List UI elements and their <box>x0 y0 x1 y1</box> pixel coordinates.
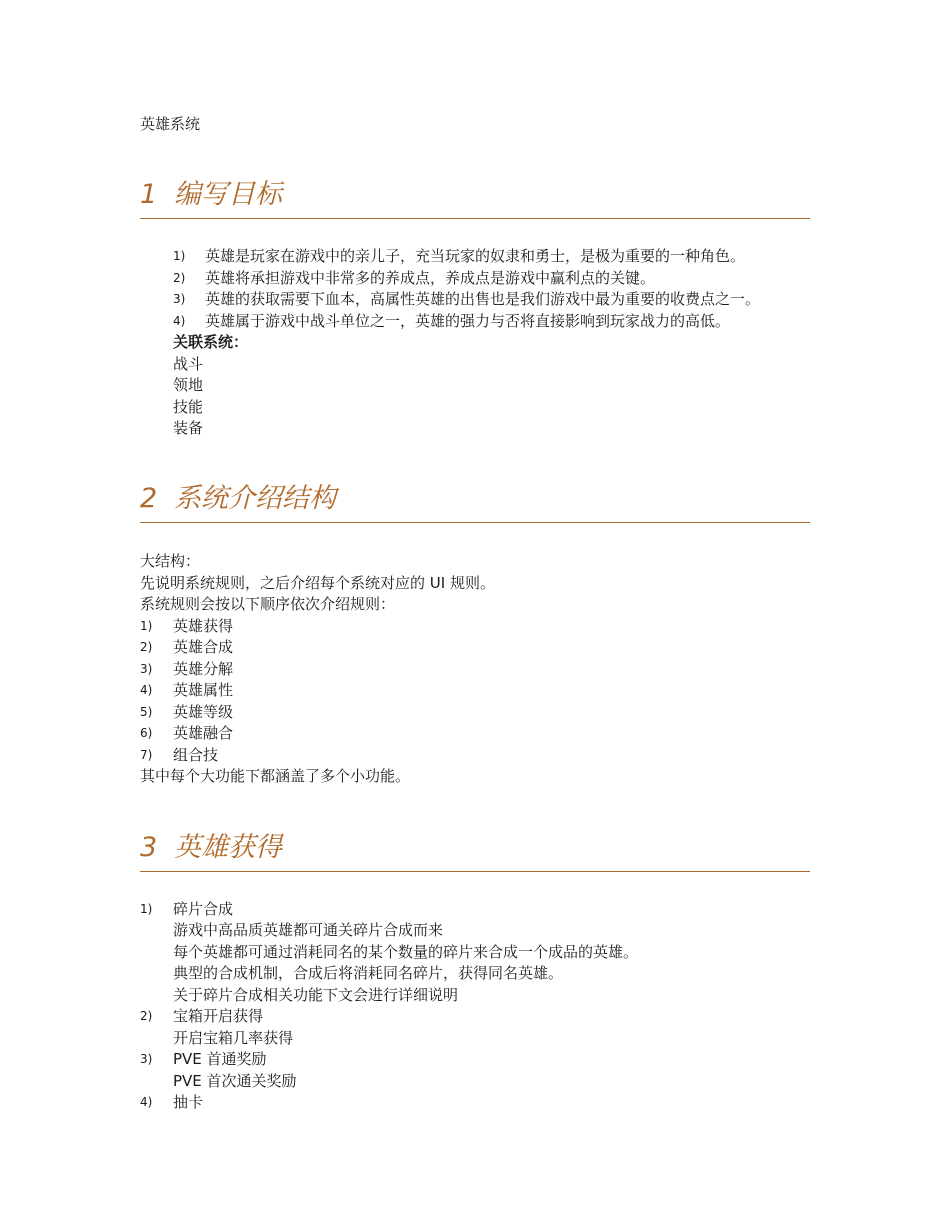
section-number: 3 <box>140 832 158 863</box>
list-item: 英雄等级 <box>173 703 234 721</box>
related-system-item: 技能 <box>173 398 204 416</box>
list-number: 3) <box>140 662 153 676</box>
item-detail: PVE 首次通关奖励 <box>173 1072 297 1090</box>
related-system-item: 领地 <box>173 376 204 394</box>
list-number: 6) <box>140 726 153 740</box>
list-number: 2) <box>140 640 153 654</box>
list-item: 英雄分解 <box>173 660 234 678</box>
list-number: 1) <box>173 249 186 263</box>
list-number: 1) <box>140 619 153 633</box>
paragraph: 其中每个大功能下都涵盖了多个小功能。 <box>140 767 411 785</box>
section-3-heading <box>140 829 810 872</box>
item-detail: 关于碎片合成相关功能下文会进行详细说明 <box>173 986 459 1004</box>
list-number: 2) <box>140 1009 153 1023</box>
section-title: 编写目标 <box>174 179 282 210</box>
list-item: 英雄属于游戏中战斗单位之一，英雄的强力与否将直接影响到玩家战力的高低。 <box>205 312 731 330</box>
document-title: 英雄系统 <box>140 115 201 133</box>
list-number: 7) <box>140 748 153 762</box>
list-number: 4) <box>140 1095 153 1109</box>
item-detail: 典型的合成机制，合成后将消耗同名碎片，获得同名英雄。 <box>173 964 564 982</box>
list-number: 3) <box>173 292 186 306</box>
item-detail: 每个英雄都可通过消耗同名的某个数量的碎片来合成一个成品的英雄。 <box>173 943 639 961</box>
list-item: 英雄属性 <box>173 681 234 699</box>
list-item: 英雄合成 <box>173 638 234 656</box>
list-item: PVE 首通奖励 <box>173 1050 267 1068</box>
list-number: 1) <box>140 902 153 916</box>
list-number: 3) <box>140 1052 153 1066</box>
section-number: 1 <box>140 179 158 210</box>
paragraph: 先说明系统规则，之后介绍每个系统对应的 UI 规则。 <box>140 574 495 592</box>
list-item: 宝箱开启获得 <box>173 1007 264 1025</box>
paragraph: 系统规则会按以下顺序依次介绍规则： <box>140 595 396 613</box>
section-1-heading <box>140 176 810 219</box>
section-number: 2 <box>140 483 158 514</box>
list-number: 4) <box>140 683 153 697</box>
section-2-heading <box>140 480 810 523</box>
section-title: 系统介绍结构 <box>174 483 336 514</box>
item-detail: 游戏中高品质英雄都可通关碎片合成而来 <box>173 921 444 939</box>
list-item: 碎片合成 <box>173 900 234 918</box>
related-systems-label: 关联系统： <box>173 333 249 351</box>
list-item: 英雄的获取需要下血本，高属性英雄的出售也是我们游戏中最为重要的收费点之一。 <box>205 290 761 308</box>
list-number: 2) <box>173 271 186 285</box>
list-item: 英雄将承担游戏中非常多的养成点，养成点是游戏中赢利点的关键。 <box>205 269 656 287</box>
list-item: 英雄获得 <box>173 617 234 635</box>
related-system-item: 装备 <box>173 419 204 437</box>
paragraph: 大结构： <box>140 552 201 570</box>
list-item: 英雄是玩家在游戏中的亲儿子，充当玩家的奴隶和勇士，是极为重要的一种角色。 <box>205 247 746 265</box>
list-number: 5) <box>140 705 153 719</box>
list-number: 4) <box>173 314 186 328</box>
list-item: 组合技 <box>173 746 219 764</box>
item-detail: 开启宝箱几率获得 <box>173 1029 294 1047</box>
related-system-item: 战斗 <box>173 355 204 373</box>
list-item: 英雄融合 <box>173 724 234 742</box>
section-title: 英雄获得 <box>174 832 282 863</box>
list-item: 抽卡 <box>173 1093 204 1111</box>
